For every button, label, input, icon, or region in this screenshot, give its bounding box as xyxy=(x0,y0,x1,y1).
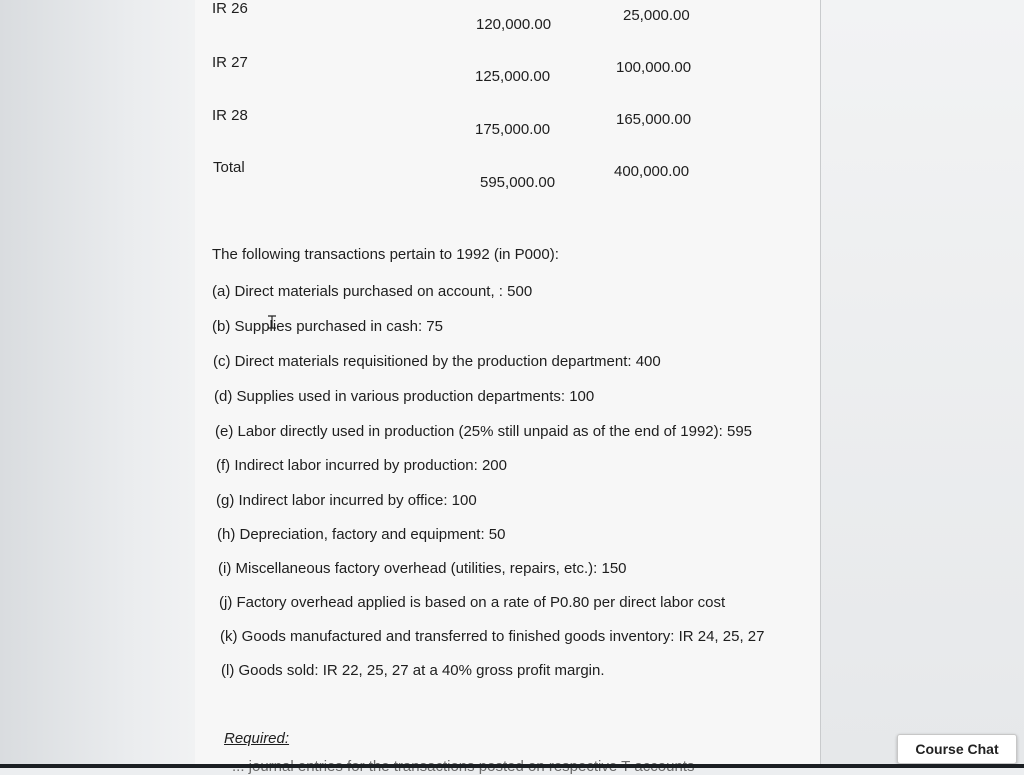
transaction-e: (e) Labor directly used in production (25% still unpaid as of the end of 1992): 595 xyxy=(215,423,752,440)
course-chat-button[interactable]: Course Chat xyxy=(897,734,1017,764)
required-heading: Required: xyxy=(224,730,290,747)
row-value-total-col1: 595,000.00 xyxy=(480,174,556,191)
text-cursor-icon xyxy=(266,315,278,329)
transaction-j: (j) Factory overhead applied is based on a rate of P0.80 per direct labor cost xyxy=(219,594,726,611)
row-label-total: Total xyxy=(213,159,245,176)
transaction-a: (a) Direct materials purchased on account, : 500 xyxy=(212,283,533,300)
transaction-g: (g) Indirect labor incurred by office: 100 xyxy=(216,492,477,509)
bottom-edge xyxy=(0,764,1024,768)
transaction-i: (i) Miscellaneous factory overhead (utilities, repairs, etc.): 150 xyxy=(218,560,627,577)
row-label-ir26: IR 26 xyxy=(212,0,248,17)
transaction-c: (c) Direct materials requisitioned by the production department: 400 xyxy=(213,353,661,370)
transaction-f: (f) Indirect labor incurred by production: 200 xyxy=(216,457,507,474)
row-value-ir26-col2: 25,000.00 xyxy=(623,7,690,24)
row-value-total-col2: 400,000.00 xyxy=(614,163,690,180)
transactions-intro: The following transactions pertain to 1992 (in P000): xyxy=(212,246,559,263)
transaction-k: (k) Goods manufactured and transferred to finished goods inventory: IR 24, 25, 27 xyxy=(220,628,765,645)
transaction-h: (h) Depreciation, factory and equipment: 50 xyxy=(217,526,506,543)
transaction-b: (b) Supplies purchased in cash: 75 xyxy=(212,318,443,335)
row-value-ir28-col1: 175,000.00 xyxy=(475,121,551,138)
row-value-ir28-col2: 165,000.00 xyxy=(616,111,692,128)
row-value-ir27-col1: 125,000.00 xyxy=(475,68,551,85)
left-gutter xyxy=(0,0,195,768)
row-label-ir27: IR 27 xyxy=(212,54,248,71)
row-value-ir26-col1: 120,000.00 xyxy=(476,16,552,33)
content-panel xyxy=(195,0,821,768)
transaction-d: (d) Supplies used in various production departments: 100 xyxy=(214,388,595,405)
transaction-l: (l) Goods sold: IR 22, 25, 27 at a 40% gross profit margin. xyxy=(221,662,605,679)
row-label-ir28: IR 28 xyxy=(212,107,248,124)
row-value-ir27-col2: 100,000.00 xyxy=(616,59,692,76)
right-area xyxy=(821,0,1024,768)
